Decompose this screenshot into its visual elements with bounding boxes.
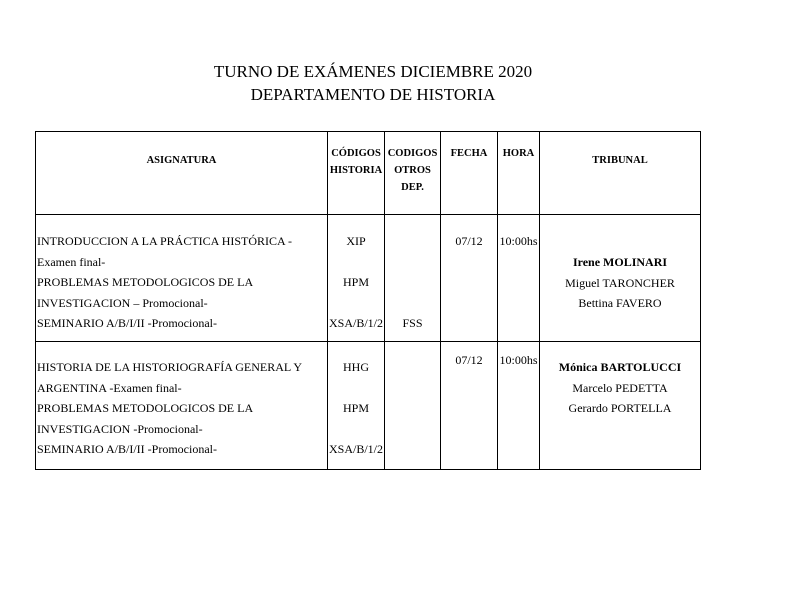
asignatura-line: PROBLEMAS METODOLOGICOS DE LA: [37, 275, 254, 289]
codigo-historia: XSA/B/1/2: [328, 442, 383, 456]
codigos-historia-cell: [328, 215, 385, 342]
header-codigos-otros-line3: DEP.: [401, 182, 424, 193]
fecha-cell: [441, 342, 498, 470]
asignatura-line: INVESTIGACION -Promocional-: [37, 421, 203, 436]
asignatura-line: INVESTIGACION – Promocional-: [37, 295, 208, 310]
header-codigos-otros-line1: CODIGOS: [387, 148, 438, 159]
asignatura-line: PROBLEMAS METODOLOGICOS DE LA: [37, 401, 254, 415]
header-tribunal: [540, 132, 701, 215]
header-hora: [498, 132, 540, 215]
tribunal-member: Gerardo PORTELLA: [568, 401, 672, 415]
department-title: DEPARTAMENTO DE HISTORIA: [250, 85, 496, 104]
asignatura-line: SEMINARIO A/B/I/II -Promocional-: [37, 442, 217, 456]
header-codigos-historia-line2: HISTORIA: [329, 165, 383, 176]
header-codigos-historia-line1: CÓDIGOS: [331, 148, 381, 159]
fecha-cell: [441, 215, 498, 342]
header-codigos-historia: [328, 132, 385, 215]
table-row: [36, 342, 701, 470]
header-fecha: [441, 132, 498, 215]
tribunal-member: Marcelo PEDETTA: [572, 380, 668, 395]
tribunal-member: Bettina FAVERO: [578, 296, 662, 310]
header-tribunal-label: TRIBUNAL: [592, 155, 648, 166]
hora-value: 10:00hs: [499, 234, 538, 248]
fecha-value: 07/12: [455, 234, 483, 248]
codigos-otros-cell: [385, 342, 441, 470]
header-codigos-otros-line2: OTROS: [394, 165, 431, 176]
asignatura-line: SEMINARIO A/B/I/II -Promocional-: [37, 316, 217, 330]
asignatura-cell: [36, 215, 328, 342]
codigo-historia: HPM: [342, 401, 369, 415]
asignatura-line: ARGENTINA -Examen final-: [37, 380, 182, 395]
codigos-historia-cell: [328, 342, 385, 470]
asignatura-line: INTRODUCCION A LA PRÁCTICA HISTÓRICA -: [37, 234, 293, 248]
hora-cell: [498, 215, 540, 342]
codigo-otro: FSS: [402, 316, 423, 330]
table-row: [36, 215, 701, 342]
tribunal-cell: [540, 215, 701, 342]
exam-schedule-table: [35, 131, 701, 470]
tribunal-cell: [540, 342, 701, 470]
asignatura-cell: [36, 342, 328, 470]
header-codigos-otros: [385, 132, 441, 215]
header-fecha-label: FECHA: [450, 148, 488, 159]
codigo-historia: HHG: [343, 360, 369, 374]
hora-value: 10:00hs: [499, 353, 538, 367]
tribunal-member: Miguel TARONCHER: [565, 275, 675, 290]
codigo-historia: XIP: [346, 234, 366, 248]
fecha-value: 07/12: [455, 353, 483, 367]
header-hora-label: HORA: [502, 148, 535, 159]
hora-cell: [498, 342, 540, 470]
asignatura-line: HISTORIA DE LA HISTORIOGRAFÍA GENERAL Y: [37, 360, 303, 374]
header-asignatura: [36, 132, 328, 215]
codigos-otros-cell: [385, 215, 441, 342]
document-title: TURNO DE EXÁMENES DICIEMBRE 2020: [213, 62, 533, 81]
codigo-historia: XSA/B/1/2: [328, 316, 383, 330]
table-header-row: [36, 132, 701, 215]
tribunal-president: Irene MOLINARI: [572, 255, 668, 269]
header-asignatura-label: ASIGNATURA: [146, 155, 217, 166]
asignatura-line: Examen final-: [37, 254, 106, 269]
tribunal-president: Mónica BARTOLUCCI: [558, 360, 682, 374]
codigo-historia: HPM: [342, 275, 369, 289]
